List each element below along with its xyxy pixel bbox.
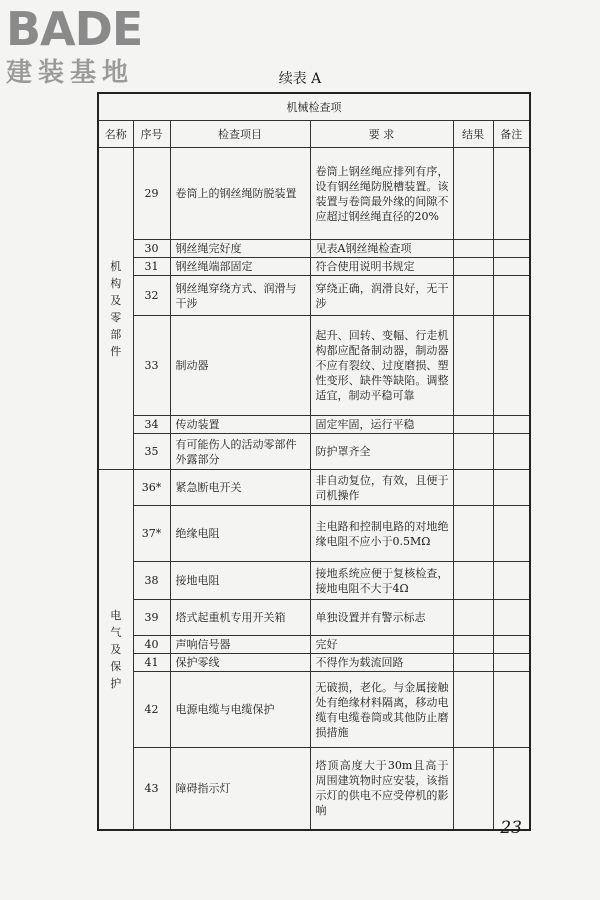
row-requirement: 完好 [310,636,453,654]
row-note [493,470,530,506]
row-result [453,654,493,672]
row-item: 绝缘电阻 [170,506,310,562]
row-no: 40 [133,636,170,654]
row-result [453,748,493,830]
row-note [493,258,530,276]
header-note: 备注 [493,121,530,148]
row-result [453,316,493,416]
row-requirement: 主电路和控制电路的对地绝缘电阻不应小于0.5MΩ [310,506,453,562]
row-note [493,506,530,562]
row-result [453,636,493,654]
row-item: 声响信号器 [170,636,310,654]
row-no: 41 [133,654,170,672]
header-name: 名称 [98,121,133,148]
row-item: 接地电阻 [170,562,310,600]
row-requirement: 固定牢固，运行平稳 [310,416,453,434]
row-no: 31 [133,258,170,276]
row-note [493,654,530,672]
logo-subtitle: 建装基地 [6,58,135,88]
row-item: 保护零线 [170,654,310,672]
row-no: 30 [133,240,170,258]
table-row [98,240,530,258]
row-no: 42 [133,672,170,748]
row-requirement: 起升、回转、变幅、行走机构都应配备制动器，制动器不应有裂纹、过度磨损、塑性变形、缺件等缺陷。调整适宜，制动平稳可靠 [310,316,453,416]
row-result [453,600,493,636]
table-row [98,562,530,600]
row-result [453,240,493,258]
row-requirement: 非自动复位，有效，且便于司机操作 [310,470,453,506]
row-result [453,148,493,240]
table-row [98,672,530,748]
row-requirement: 见表A钢丝绳检查项 [310,240,453,258]
table-row [98,654,530,672]
table-row [98,276,530,316]
group-label-electrical: 电气及保护 [98,470,133,830]
row-requirement: 穿绕正确，润滑良好，无干涉 [310,276,453,316]
header-requirement: 要 求 [310,121,453,148]
row-requirement: 不得作为载流回路 [310,654,453,672]
row-no: 37* [133,506,170,562]
row-result [453,258,493,276]
row-note [493,316,530,416]
table-row [98,434,530,470]
row-requirement: 单独设置并有警示标志 [310,600,453,636]
table-row [98,316,530,416]
table-row [98,600,530,636]
row-item: 钢丝绳完好度 [170,240,310,258]
row-result [453,672,493,748]
row-requirement: 卷筒上钢丝绳应排列有序，设有钢丝绳防脱槽装置。该装置与卷筒最外缘的间隙不应超过钢丝绳直径的20% [310,148,453,240]
row-result [453,470,493,506]
row-note [493,416,530,434]
table-title: 续表 A [278,71,322,87]
row-item: 钢丝绳穿绕方式、润滑与干涉 [170,276,310,316]
row-no: 43 [133,748,170,830]
table-row [98,506,530,562]
row-requirement: 塔顶高度大于30m且高于周围建筑物时应安装，该指示灯的供电不应受停机的影响 [310,748,453,830]
row-no: 29 [133,148,170,240]
table-row [98,416,530,434]
header-result: 结果 [453,121,493,148]
row-result [453,562,493,600]
row-no: 32 [133,276,170,316]
row-note [493,600,530,636]
row-item: 紧急断电开关 [170,470,310,506]
row-no: 34 [133,416,170,434]
row-requirement: 符合使用说明书规定 [310,258,453,276]
row-result [453,416,493,434]
row-note [493,636,530,654]
table-caption: 机械检查项 [98,93,530,121]
row-note [493,434,530,470]
row-note [493,148,530,240]
table-row [98,470,530,506]
row-item: 制动器 [170,316,310,416]
header-no: 序号 [133,121,170,148]
row-item: 障碍指示灯 [170,748,310,830]
row-no: 38 [133,562,170,600]
row-item: 卷筒上的钢丝绳防脱装置 [170,148,310,240]
row-note [493,276,530,316]
row-item: 有可能伤人的活动零部件外露部分 [170,434,310,470]
row-result [453,276,493,316]
row-item: 钢丝绳端部固定 [170,258,310,276]
header-item: 检查项目 [170,121,310,148]
table-row [98,258,530,276]
row-requirement: 无破损，老化。与金属接触处有绝缘材料隔离，移动电缆有电缆卷筒或其他防止磨损措施 [310,672,453,748]
group-label-mechanism: 机构及零部件 [98,148,133,470]
row-no: 39 [133,600,170,636]
table-row [98,748,530,830]
row-result [453,434,493,470]
page-number: 23 [500,818,522,838]
row-note [493,562,530,600]
table-row [98,636,530,654]
row-no: 33 [133,316,170,416]
row-no: 36* [133,470,170,506]
row-item: 塔式起重机专用开关箱 [170,600,310,636]
row-requirement: 接地系统应便于复核检查，接地电阻不大于4Ω [310,562,453,600]
table-row [98,148,530,240]
row-requirement: 防护罩齐全 [310,434,453,470]
row-item: 传动装置 [170,416,310,434]
row-note [493,240,530,258]
inspection-table [97,92,531,831]
row-note [493,672,530,748]
row-no: 35 [133,434,170,470]
logo-wordmark: BADE [6,2,143,56]
row-item: 电源电缆与电缆保护 [170,672,310,748]
row-result [453,506,493,562]
